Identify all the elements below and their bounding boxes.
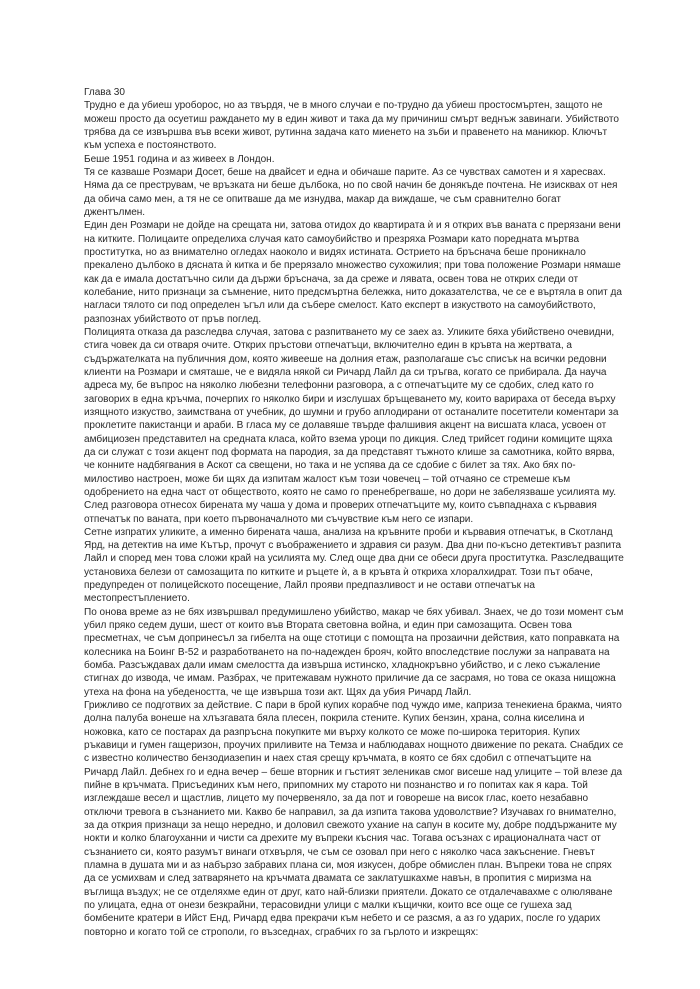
paragraph: Грижливо се подготвих за действие. С пари в брой купих корабче под чуждо име, каприза тенекиена бракма, чиято долна палуба вонеше на хлъзгавата бяла плесен, покрила стените. Купих бензин, храна, солна киселина и ножовка, като се постарах да разпръсна покупките ми върху колкото се може по-широка територия. Купих ръкавици и гумен гащеризон, проучих приливите на Темза и наблюдавах нощното движение по реката. Снабдих се с известно количество бензодиазепин и наех стая срещу кръчмата, в която се бях сдобил с отпечатъците на Ричард Лайл. Дебнех го и една вечер – беше вторник и гъстият зеленикав смог висеше над улиците – той влезе да пийне в кръчмата. Присъединих към него, припомних му старото ни познанство и го попитах как я кара. Той изглеждаше весел и щастлив, лицето му почервеняло, за да пот и говореше на висок глас, което незабавно отключи тревога в съзнанието ми. Какво бе направил, за да изпита такова удоволствие? Изучавах го внимателно, за да открия признаци за нещо нередно, и доловил свежото ухание на сапун в косите му, добре поддържаните му нокти и колко благоуханни и чисти са дрехите му въпреки късния час. Тогава осъзнах с ирационалната част от съзнанието си, която разумът винаги отхвърля, че съм се озовал при него с няколко часа закъснение. Гневът пламна в душата ми и аз набързо забравих плана си, моя изкусен, добре обмислен план. Въпреки това не спрях да се усмихвам и след затварянето на кръчмата двамата се заклатушкахме навън, в пропития с миризма на въглища въздух; не се отделяхме един от друг, като най-близки приятели. Докато се отдалечавахме с олюляване по улицата, една от онези безкрайни, терасовидни улици с малки къщички, които все още се гушеха зад бомбените кратери в Ийст Енд, Ричард едва прекрачи към небето и се разсмя, а аз го ударих, после го ударих повторно и когато той се строполи, го възседнах, сграбчих го за гърлото и изкрещях: (84, 700, 624, 938)
paragraph: Беше 1951 година и аз живеех в Лондон. (84, 153, 275, 165)
chapter-heading: Глава 30 (84, 87, 125, 98)
paragraph: Трудно е да убиеш уроборос, но аз твърдя, че в много случаи е по-трудно да убиеш простосмъртен, защото не можеш просто да осуетиш раждането му в един живот и така да му причиниш смърт веднъж завинаги. Убийството трябва да се извършва във всеки живот, рутинна задача като миенето на зъби и правенето на маникюр. Ключът към успеха е постоянството. (84, 100, 619, 152)
paragraph: Полицията отказа да разследва случая, затова с разпитването му се заех аз. Уликите бяха убийствено очевидни, стига човек да си отваря очите. Открих пръстови отпечатъци, включително един в кръвта на жертвата, а съдържателката на публичния дом, която живееше на долния етаж, разполагаше със списък на всички редовни клиенти на Розмари и смяташе, че е видяла някой си Ричард Лайл да си тръгва, когато се прибирала. Да науча адреса му, бе въпрос на няколко любезни телефонни разговора, а с отпечатъците му се сдобих, след като го заговорих в една кръчма, почерпих го няколко бири и изслушах бръщеването му, които варираха от беседа върху изящното изкуство, заимствана от учебник, до шумни и грубо аплодирани от останалите посетители коментари за проклетите пакистанци и араби. В гласа му се долавяше твърде фалшивия акцент на висшата класа, усвоен от амбициозен представител на средната класа, който взема уроци по дикция. След трийсет години комиците щяха да си служат с този акцент под формата на пародия, за да представят тъжното клише за самотника, който вярва, че конните надбягвания в Аскот са свещени, но така и не успява да се сдобие с билет за тях. Ако бях по-милостиво настроен, може би щях да изпитам жалост към този човечец – той отчаяно се стремеше към одобрението на една част от обществото, която не само го пренебрегваше, но дори не забелязваше усилията му. След разговора отнесох бирената му чаша у дома и проверих отпечатъците му, които съвпаднаха с кървавия отпечатък по ваната, при което първоначалното ми съчувствие към него се изпари. (84, 326, 619, 525)
book-page (84, 86, 624, 939)
paragraph: Един ден Розмари не дойде на срещата ни, затова отидох до квартирата ѝ и я открих във ваната с прерязани вени на китките. Полицаите определиха случая като самоубийство и презряха Розмари като поредната мъртва проститутка, но аз внимателно огледах наоколо и видях истината. Острието на бръснача беше проникнало прекалено дълбоко в дясната ѝ китка и бе прерязало множество сухожилия; при това положение Розмари нямаше как да е имала достатъчно сили да държи бръснача, за да среже и лявата, освен това не открих следи от колебание, нито признаци за съмнение, нито предсмъртна бележка, нито доказателства, че се е въртяла в опит да нагласи тялото си под определен ъгъл или да събере смелост. Като експерт в изкуството на самоубийството, разпознах убийството от пръв поглед. (84, 220, 622, 325)
paragraph: Сетне изпратих уликите, а именно бирената чаша, анализа на кръвните проби и кървавия отпечатък, в Скотланд Ярд, на детектив на име Кътър, прочут с въображението и здравия си разум. Два дни по-късно детективът разпита Лайл и според мен това сложи край на усилията му. След още два дни се обеси друга проститутка. Разследващите установиха белези от самозащита по китките и ръцете ѝ, а в кръвта ѝ откриха хлоралхидрат. Този път обаче, предупреден от полицейското посещение, Лайл прояви предпазливост и не остави отпечатък на местопрестъплението. (84, 526, 624, 605)
paragraph: По онова време аз не бях извършвал предумишлено убийство, макар че бях убивал. Знаех, че до този момент съм убил пряко седем души, шест от които във Втората световна война, и един при самозащита. Освен това пресметнах, че съм допринесъл за гибелта на още стотици с помощта на прозаични действия, като поправката на колесника на Боинг В-52 и разработването на по-надежден брояч, който впоследствие послужи за направата на бомба. Разсъждавах дали имам смелостта да извърша истинско, хладнокръвно убийство, и с леко съжаление стигнах до извода, че имам. Разбрах, че притежавам нужното приличие да се засрамя, но това се оказа нищожна утеха на фона на убедеността, че ще извърша този акт. Щях да убия Ричард Лайл. (84, 606, 624, 698)
paragraph: Тя се казваше Розмари Досет, беше на двайсет и една и обичаше парите. Аз се чувствах самотен и я харесвах. Няма да се преструвам, че връзката ни беше дълбока, но по свой начин бе донякъде почтена. Не изисквах от нея да обича само мен, а тя не се опитваше да ме изнудва, макар да виждаше, че съм сравнително богат джентълмен. (84, 166, 618, 218)
